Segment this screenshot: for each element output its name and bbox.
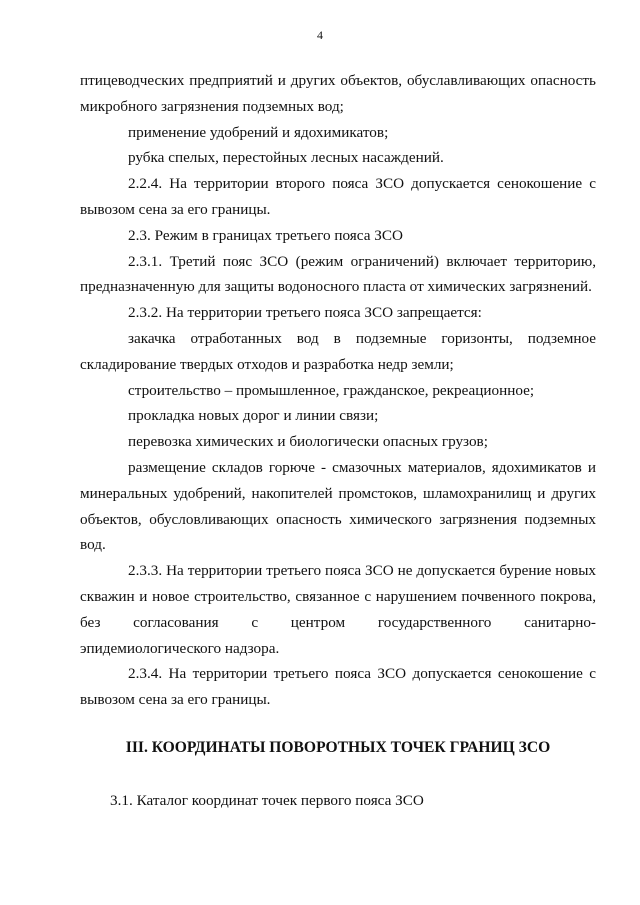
list-item-roads: прокладка новых дорог и линии связи;: [128, 407, 379, 425]
paragraph-continuation: птицеводческих предприятий и других объектов, обуславливающих опасность микробного загрязнения подземных вод;: [80, 72, 596, 115]
paragraph-2-3-4: 2.3.4. На территории третьего пояса ЗСО допускается сенокошение с вывозом сена за его границы.: [80, 665, 596, 709]
list-item-storage: размещение складов горюче - смазочных материалов, ядохимикатов и минеральных удобрений, накопителей промстоков, шламохранилищ и других объектов, обусловливающих опасность химического загрязнения подземных вод.: [80, 458, 596, 554]
page-number: 4: [317, 28, 323, 42]
paragraph-2-3-1: 2.3.1. Третий пояс ЗСО (режим ограничений) включает территорию, предназначенную для защиты водоносного пласта от химических загрязнений.: [80, 252, 596, 296]
paragraph-2-3: 2.3. Режим в границах третьего пояса ЗСО: [128, 226, 403, 244]
section-heading: III. КООРДИНАТЫ ПОВОРОТНЫХ ТОЧЕК ГРАНИЦ ЗСО: [125, 739, 551, 756]
paragraph-2-3-3: 2.3.3. На территории третьего пояса ЗСО не допускается бурение новых скважин и новое строительство, связанное с нарушением почвенного покрова, без согласования с центром государственного санитарно- эпидемиологического надзора.: [80, 562, 596, 657]
list-item-transport: перевозка химических и биологически опасных грузов;: [128, 433, 488, 451]
list-item-logging: рубка спелых, перестойных лесных насаждений.: [128, 149, 444, 167]
list-item-fertilizers: применение удобрений и ядохимикатов;: [128, 123, 389, 141]
list-item-injection: закачка отработанных вод в подземные горизонты, подземное складирование твердых отходов и разработка недр земли;: [80, 329, 596, 373]
paragraph-2-3-2: 2.3.2. На территории третьего пояса ЗСО запрещается:: [128, 304, 482, 322]
catalog-line: 3.1. Каталог координат точек первого пояса ЗСО: [110, 792, 424, 809]
paragraph-2-2-4: 2.2.4. На территории второго пояса ЗСО допускается сенокошение с вывозом сена за его границы.: [80, 175, 596, 218]
body-text: [80, 68, 596, 713]
list-item-construction: строительство – промышленное, гражданское, рекреационное;: [128, 381, 535, 399]
